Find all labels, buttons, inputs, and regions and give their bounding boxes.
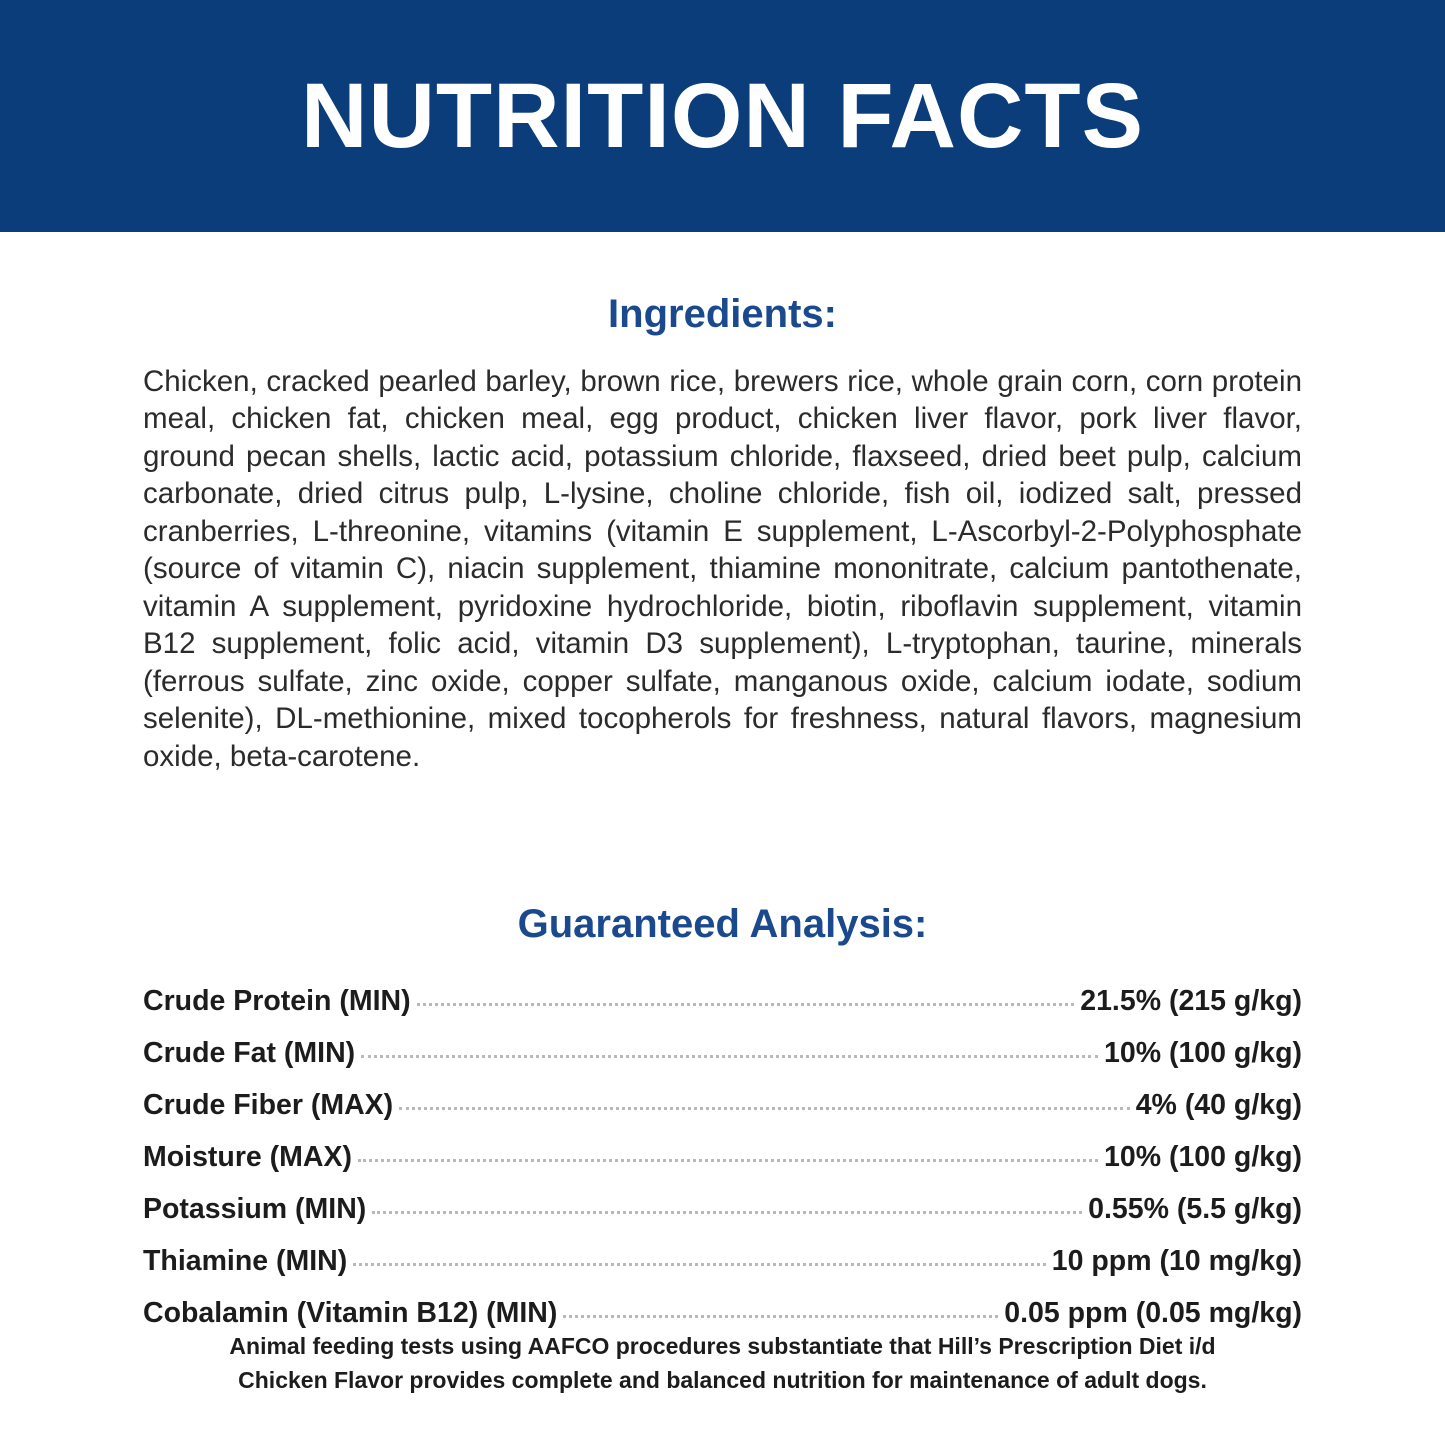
dot-leader	[399, 1106, 1130, 1110]
table-row	[143, 1079, 1302, 1131]
nutrient-value: 21.5% (215 g/kg)	[1080, 984, 1302, 1017]
nutrient-value: 4% (40 g/kg)	[1135, 1088, 1302, 1121]
nutrient-value: 10% (100 g/kg)	[1104, 1036, 1302, 1069]
table-row	[143, 1235, 1302, 1287]
nutrient-value: 0.05 ppm (0.05 mg/kg)	[1004, 1296, 1302, 1329]
dot-leader	[563, 1314, 998, 1318]
guaranteed-analysis-list	[143, 975, 1302, 1339]
table-row	[143, 1027, 1302, 1079]
footnote-line-1: Animal feeding tests using AAFCO procedures substantiate that Hill’s Prescription Diet i/d	[229, 1333, 1216, 1360]
nutrient-label: Thiamine (MIN)	[143, 1244, 348, 1277]
nutrient-label: Potassium (MIN)	[143, 1192, 367, 1225]
dot-leader	[361, 1054, 1098, 1058]
dot-leader	[358, 1158, 1098, 1162]
ingredients-heading: Ingredients:	[608, 292, 837, 336]
dot-leader	[353, 1262, 1046, 1266]
dot-leader	[417, 1002, 1075, 1006]
table-row	[143, 1131, 1302, 1183]
content-area	[0, 232, 1445, 1339]
ingredients-text: Chicken, cracked pearled barley, brown rice, brewers rice, whole grain corn, corn protein meal, chicken fat, chicken meal, egg product, chicken liver flavor, pork liver flavor, ground pecan shells, lactic acid, potassium chloride, flaxseed, dried beet pulp, calcium carbonate, dried citrus pulp, L-lysine, choline chloride, fish oil, iodized salt, pressed cranberries, L-threonine, vitamins (vitamin E supplement, L-Ascorbyl-2-Polyphosphate (source of vitamin C), niacin supplement, thiamine mononitrate, calcium pantothenate, vitamin A supplement, pyridoxine hydrochloride, biotin, riboflavin supplement, vitamin B12 supplement, folic acid, vitamin D3 supplement), L-tryptophan, taurine, minerals (ferrous sulfate, zinc oxide, copper sulfate, manganous oxide, calcium iodate, sodium selenite), DL-methionine, mixed tocopherols for freshness, natural flavors, magnesium oxide, beta-carotene.	[143, 365, 1302, 773]
nutrient-label: Crude Fat (MIN)	[143, 1036, 356, 1069]
nutrient-label: Crude Protein (MIN)	[143, 984, 411, 1017]
page-title: NUTRITION FACTS	[301, 65, 1144, 167]
guaranteed-analysis-heading: Guaranteed Analysis:	[517, 902, 928, 947]
nutrient-value: 0.55% (5.5 g/kg)	[1088, 1192, 1302, 1225]
dot-leader	[372, 1210, 1082, 1214]
nutrient-label: Cobalamin (Vitamin B12) (MIN)	[143, 1296, 558, 1329]
nutrient-label: Moisture (MAX)	[143, 1140, 352, 1173]
nutrient-value: 10 ppm (10 mg/kg)	[1051, 1244, 1302, 1277]
aafco-footnote	[143, 1330, 1302, 1397]
footnote-line-2: Chicken Flavor provides complete and balanced nutrition for maintenance of adult dogs.	[238, 1366, 1207, 1393]
header-band	[0, 0, 1445, 232]
nutrient-value: 10% (100 g/kg)	[1104, 1140, 1302, 1173]
table-row	[143, 975, 1302, 1027]
table-row	[143, 1183, 1302, 1235]
nutrient-label: Crude Fiber (MAX)	[143, 1088, 394, 1121]
